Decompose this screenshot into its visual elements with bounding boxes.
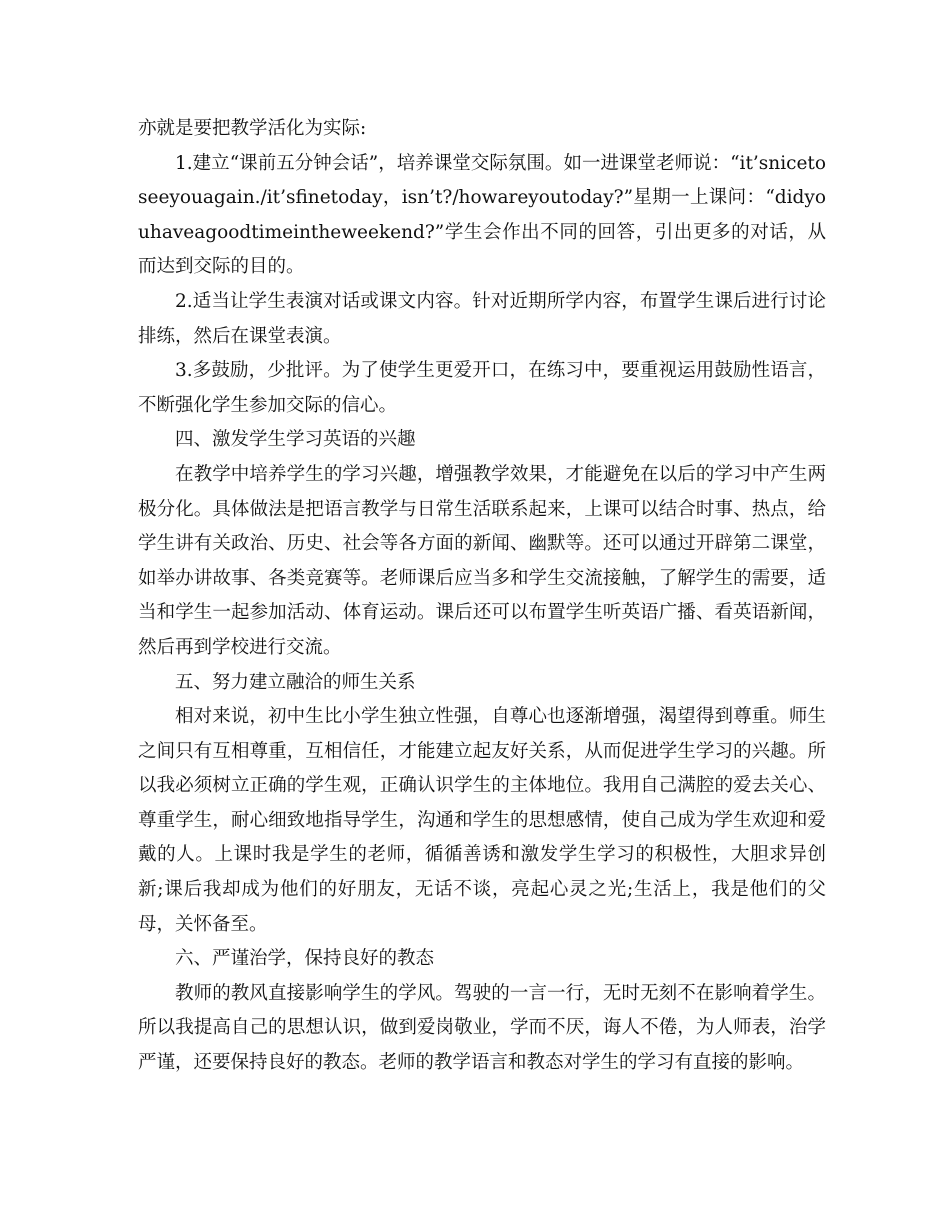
section-heading-4: 四、激发学生学习英语的兴趣 — [175, 429, 416, 451]
paragraph-item-1: 1.建立“课前五分钟会话”，培养课堂交际氛围。如一进课堂老师说：“it’snicetoseeyouagain./it’sfinetoday，isn’t?/howareyoutoday?”星期一上课问：“didyouhaveagoodtimeintheweekend?”学生会作出不同的回答，引出更多的对话，从而达到交际的目的。 — [138, 152, 826, 278]
paragraph-item-3: 3.多鼓励，少批评。为了使学生更爱开口，在练习中，要重视运用鼓励性语言，不断强化学生参加交际的信心。 — [138, 360, 826, 416]
paragraph-section-5: 相对来说，初中生比小学生独立性强，自尊心也逐渐增强，渴望得到尊重。师生之间只有互相尊重，互相信任，才能建立起友好关系，从而促进学生学习的兴趣。所以我必须树立正确的学生观，正确认识学生的主体地位。我用自己满腔的爱去关心、尊重学生，耐心细致地指导学生，沟通和学生的思想感情，使自己成为学生欢迎和爱戴的人。上课时我是学生的老师，循循善诱和激发学生学习的积极性，大胆求异创新;课后我却成为他们的好朋友，无话不谈，亮起心灵之光;生活上，我是他们的父母，关怀备至。 — [138, 706, 826, 935]
paragraph-intro: 亦就是要把教学活化为实际: — [138, 118, 367, 139]
paragraph-item-2: 2.适当让学生表演对话或课文内容。针对近期所学内容，布置学生课后进行讨论排练，然后在课堂表演。 — [138, 290, 826, 347]
paragraph-section-4: 在教学中培养学生的学习兴趣，增强教学效果，才能避免在以后的学习中产生两极分化。具体做法是把语言教学与日常生活联系起来，上课可以结合时事、热点，给学生讲有关政治、历史、社会等各方面的新闻、幽默等。还可以通过开辟第二课堂，如举办讲故事、各类竞赛等。老师课后应当多和学生交流接触，了解学生的需要，适当和学生一起参加活动、体育运动。课后还可以布置学生听英语广播、看英语新闻，然后再到学校进行交流。 — [138, 463, 826, 658]
paragraph-section-6: 教师的教风直接影响学生的学风。驾驶的一言一行，无时无刻不在影响着学生。所以我提高自己的思想认识，做到爱岗敬业，学而不厌，诲人不倦，为人师表，治学严谨，还要保持良好的教态。老师的教学语言和教态对学生的学习有直接的影响。 — [138, 982, 826, 1074]
section-heading-6: 六、严谨治学，保持良好的教态 — [175, 948, 435, 970]
document-page — [138, 112, 826, 1081]
section-heading-5: 五、努力建立融洽的师生关系 — [175, 671, 416, 693]
